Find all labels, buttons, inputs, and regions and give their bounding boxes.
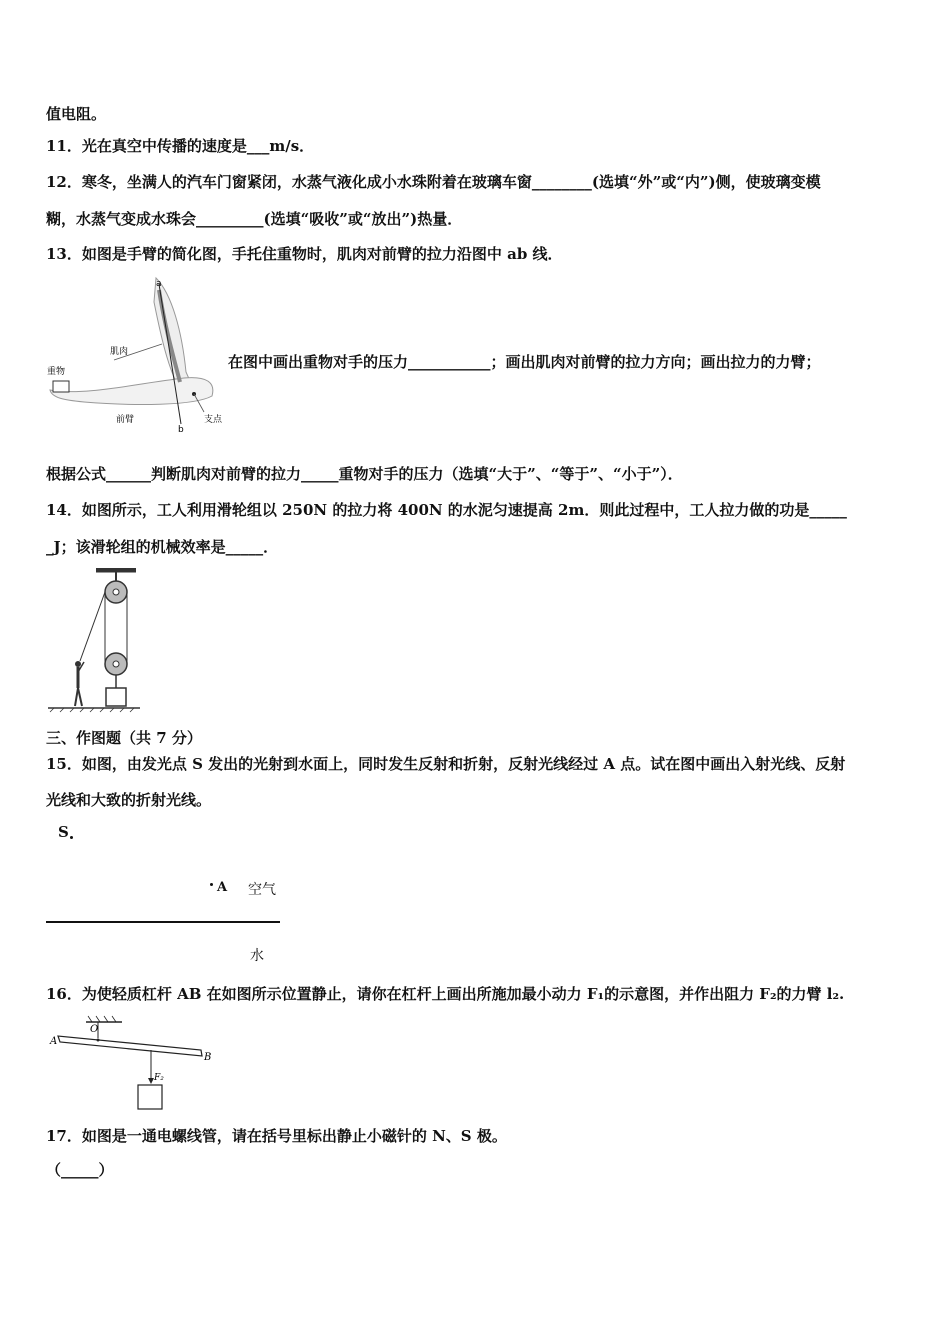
lever-f2-label: F₂ — [154, 1073, 164, 1083]
question-17: 17．如图是一通电螺线管，请在括号里标出静止小磁针的 N、S 极。 — [46, 1127, 507, 1145]
arm-pivot-label: 支点 — [204, 415, 223, 425]
fig15-a-label: A — [217, 880, 228, 895]
question-12-line2: 糊，水蒸气变成水珠会_________(选填“吸收”或“放出”)热量． — [46, 210, 463, 228]
lever-b-label: B — [204, 1052, 212, 1063]
question-14-line1: 14．如图所示，工人利用滑轮组以 250N 的拉力将 400N 的水泥匀速提高 2m．则此过程中，工人拉力做的功是_____ — [46, 501, 847, 519]
lever-a-label: A — [50, 1036, 58, 1047]
water-surface-line — [46, 921, 280, 923]
fig15-s-point — [70, 836, 73, 839]
question-13-line3: 根据公式______判断肌肉对前臂的拉力_____重物对手的压力（选填“大于”、“等于”、“小于”）． — [46, 465, 683, 483]
question-17-answer-blank: （_____） — [46, 1161, 114, 1179]
question-15-line1: 15．如图，由发光点 S 发出的光射到水面上，同时发生反射和折射，反射光线经过 A 点。试在图中画出入射光线、反射 — [46, 755, 846, 773]
arm-muscle-label: 肌肉 — [110, 347, 129, 357]
arm-weight-label: 重物 — [47, 367, 66, 377]
question-14-line2: _J；该滑轮组的机械效率是_____． — [46, 538, 279, 556]
arm-figure — [44, 272, 234, 432]
lever-figure — [46, 1014, 221, 1114]
fig15-a-point — [210, 883, 213, 886]
lever-o-label: O — [90, 1024, 99, 1035]
question-15-line2: 光线和大致的折射光线。 — [46, 791, 212, 809]
question-13-line2: 在图中画出重物对手的压力___________；画出肌肉对前臂的拉力方向；画出拉力的力臂； — [228, 353, 821, 371]
pulley-figure — [44, 566, 144, 716]
question-11: 11．光在真空中传播的速度是___m/s． — [46, 137, 315, 155]
question-13: 13．如图是手臂的简化图，手托住重物时，肌肉对前臂的拉力沿图中 ab 线． — [46, 245, 563, 263]
arm-b-label: b — [178, 425, 184, 432]
fig15-s-label: S — [58, 823, 69, 841]
arm-forearm-label: 前臂 — [116, 415, 135, 425]
line-0: 值电阻。 — [46, 105, 107, 123]
fig15-water-label: 水 — [250, 948, 264, 964]
question-16: 16．为使轻质杠杆 AB 在如图所示位置静止，请你在杠杆上画出所施加最小动力 F₁的示意图，并作出阻力 F₂的力臂 l₂. — [46, 985, 845, 1003]
arm-a-label: a — [156, 279, 162, 289]
fig15-air-label: 空气 — [248, 882, 276, 898]
question-12-line1: 12．寒冬，坐满人的汽车门窗紧闭，水蒸气液化成小水珠附着在玻璃车窗________(选填“外”或“内”)侧，使玻璃变模 — [46, 173, 821, 191]
section-3-title: 三、作图题（共 7 分） — [46, 729, 202, 747]
